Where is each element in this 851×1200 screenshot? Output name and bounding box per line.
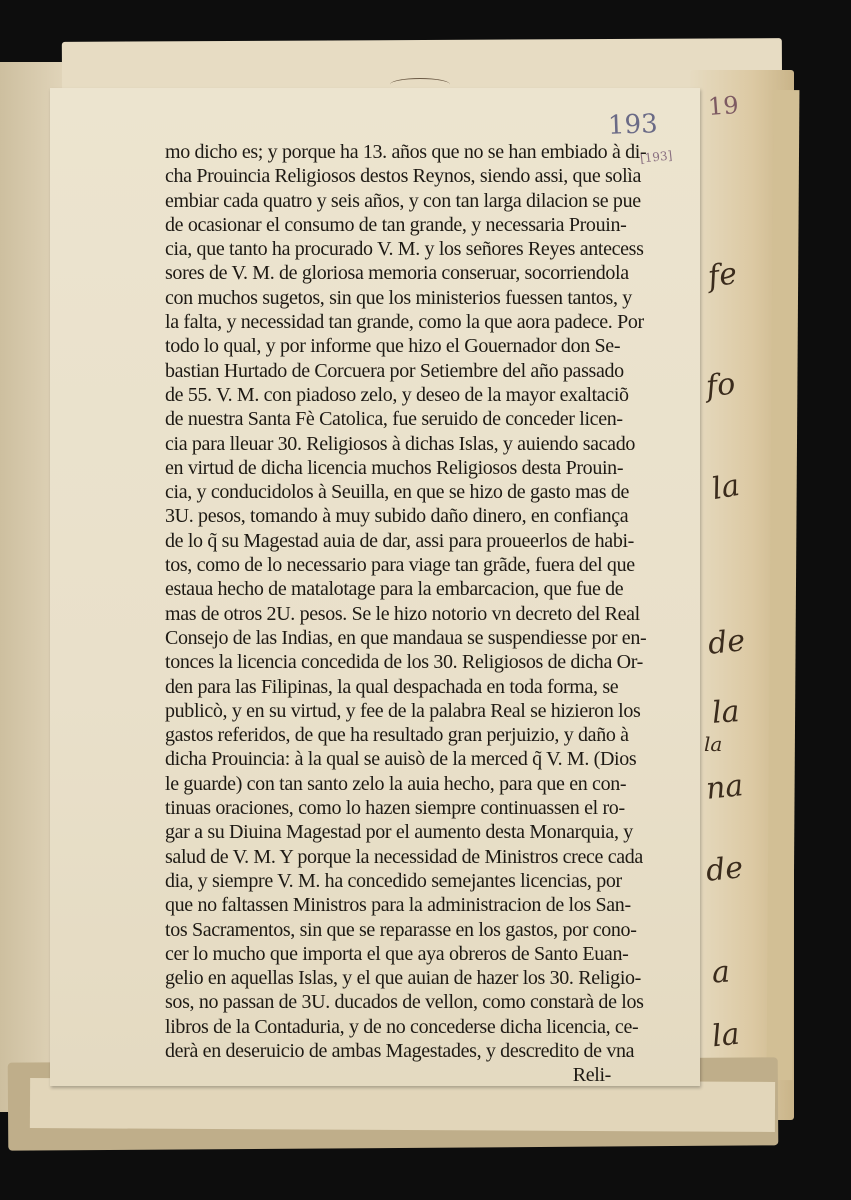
- margin-note: a: [710, 954, 732, 991]
- text-line: gelio en aquellas Islas, y el que auian de hazer los 30. Religio-: [165, 967, 641, 990]
- text-line: le guarde) con tan santo zelo la auia hecho, para que en con-: [165, 772, 627, 795]
- text-line: salud de V. M. Y porque la necessidad de Ministros crece cada: [165, 845, 643, 868]
- text-line: de ocasionar el consumo de tan grande, y necessaria Prouin-: [165, 213, 627, 236]
- text-line: en virtud de dicha licencia muchos Religiosos desta Prouin-: [165, 456, 624, 479]
- text-line: todo lo qual, y por informe que hizo el Gouernador don Se-: [165, 335, 621, 358]
- margin-note: de: [704, 850, 745, 889]
- text-line: sos, no passan de 3U. ducados de vellon, como constarà de los: [165, 991, 644, 1014]
- text-line: den para las Filipinas, la qual despachada en toda forma, se: [165, 675, 619, 698]
- text-line: de nuestra Santa Fè Catolica, fue seruido de conceder licen-: [165, 408, 623, 431]
- margin-note: la: [709, 467, 743, 508]
- catchword: Reli-: [572, 1064, 611, 1087]
- text-line: derà en deseruicio de ambas Magestades, y descredito de vna: [165, 1039, 635, 1062]
- text-line: sores de V. M. de gloriosa memoria conseruar, socorriendola: [165, 262, 629, 285]
- text-line: tos, como de lo necessario para viage tan grãde, fuera del que: [165, 554, 635, 577]
- text-line: dicha Prouincia: à la qual se auisò de la merced q̃ V. M. (Dios: [165, 748, 637, 771]
- text-line: libros de la Contaduria, y de no concederse dicha licencia, ce-: [165, 1015, 639, 1038]
- folio-number: 193: [607, 109, 659, 141]
- margin-note: la: [710, 1016, 742, 1055]
- text-line: cia para lleuar 30. Religiosos à dichas Islas, y auiendo sacado: [165, 432, 636, 455]
- text-line: tos Sacramentos, sin que se reparasse en los gastos, por cono-: [165, 918, 637, 941]
- ink-mark: [390, 78, 450, 91]
- text-line: de 55. V. M. con piadoso zelo, y deseo de la mayor exaltaciõ: [165, 383, 629, 406]
- text-line: la falta, y necessidad tan grande, como la que aora padece. Por: [165, 311, 644, 334]
- text-line: Consejo de las Indias, en que mandaua se suspendiesse por en-: [165, 626, 647, 649]
- text-line: publicò, y en su virtud, y fee de la palabra Real se hizieron los: [165, 699, 641, 722]
- text-line: cha Prouincia Religiosos destos Reynos, siendo assi, que solìa: [165, 165, 642, 188]
- text-line: cia, y conducidolos à Seuilla, en que se hizo de gasto mas de: [165, 481, 630, 504]
- text-line: bastian Hurtado de Corcuera por Setiembre del año passado: [165, 359, 624, 382]
- margin-note: la: [704, 732, 723, 756]
- text-line: con muchos sugetos, sin que los ministerios fuessen tantos, y: [165, 286, 632, 309]
- text-line: tonces la licencia concedida de los 30. Religiosos de dicha Or-: [165, 651, 643, 674]
- text-line: gar a su Diuina Magestad por el aumento desta Monarquia, y: [165, 821, 633, 844]
- body-text: [165, 140, 647, 1088]
- text-line: que no faltassen Ministros para la administracion de los San-: [165, 894, 631, 917]
- margin-note: fo: [704, 366, 737, 405]
- text-line: cer lo mucho que importa el que aya obreros de Santo Euan-: [165, 942, 629, 965]
- text-line: cia, que tanto ha procurado V. M. y los señores Reyes antecess: [165, 238, 644, 261]
- margin-note: de: [706, 623, 747, 662]
- text-line: 3U. pesos, tomando à muy subido daño dinero, en confiança: [165, 505, 629, 528]
- margin-note: fe: [705, 256, 740, 295]
- text-line: gastos referidos, de que ha resultado gran perjuizio, y daño à: [165, 724, 629, 747]
- folio-mark-top-right: 19: [707, 90, 740, 122]
- text-line: embiar cada quatro y seis años, y con tan larga dilacion se pue: [165, 189, 641, 212]
- text-line: mo dicho es; y porque ha 13. años que no se han embiado à di-: [165, 141, 647, 163]
- folio-mark-bracketed: [193]: [639, 148, 673, 166]
- text-line: estaua hecho de matalotage para la embarcacion, que fue de: [165, 578, 624, 601]
- text-line: mas de otros 2U. pesos. Se le hizo notorio vn decreto del Real: [165, 602, 640, 625]
- margin-note: la: [710, 694, 741, 731]
- page-stack-right-edge: [767, 90, 800, 1080]
- text-line: tinuas oraciones, como lo hazen siempre continuassen el ro-: [165, 797, 625, 820]
- text-line: dia, y siempre V. M. ha concedido semejantes licencias, por: [165, 869, 622, 892]
- margin-note: na: [704, 768, 745, 807]
- text-line: de lo q̃ su Magestad auia de dar, assi para proueerlos de habi-: [165, 529, 634, 552]
